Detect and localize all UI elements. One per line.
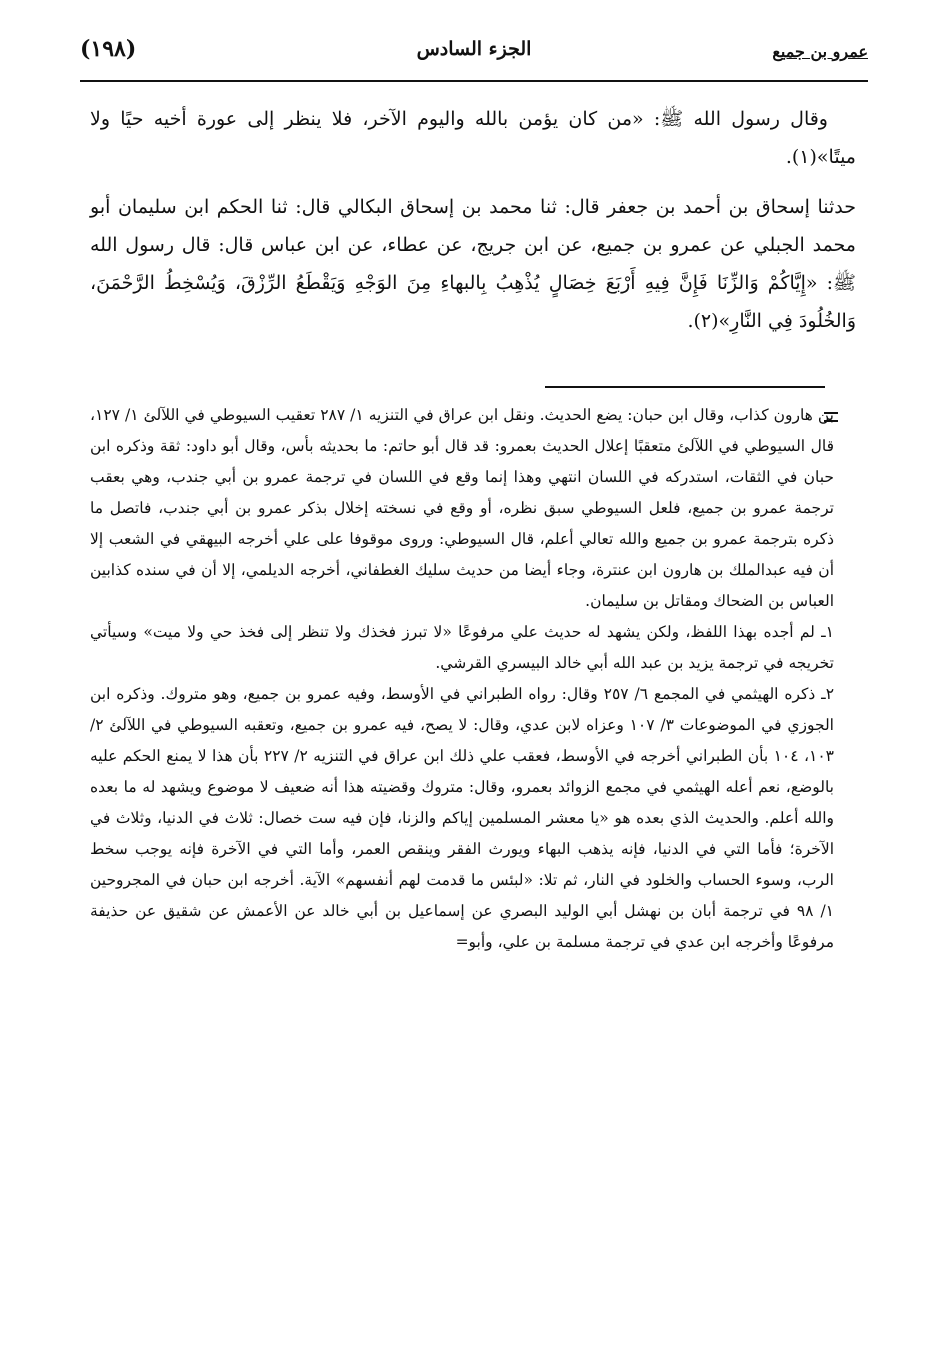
page-number: (١٩٨) (80, 36, 137, 62)
footnote-1: ١ـ لم أجده بهذا اللفظ، ولكن يشهد له حديث علي مرفوعًا «لا تبرز فخذك ولا تنظر إلى فخذ حي ولا ميت» وسيأتي تخريجه في ترجمة يزيد بن عبد الله أبي خالد البيسري القرشي. (90, 623, 834, 672)
paragraph-1: وقال رسول الله ﷺ: «من كان يؤمن بالله واليوم الآخر، فلا ينظر إلى عورة أخيه حيًا ولا ميتًا»(١). (90, 108, 856, 168)
part-title: الجزء السادس (416, 38, 532, 60)
main-text (90, 100, 856, 352)
footnote-2: ٢ـ ذكره الهيثمي في المجمع ٦/ ٢٥٧ وقال: رواه الطبراني في الأوسط، وفيه عمرو بن جميع، وهو متروك. وذكره ابن الجوزي في الموضوعات ٣/ ١٠٧ وعزاه لابن عدي، وقال: لا يصح، فيه عمرو بن جميع، وتعقبه السيوطي في اللآلئ ٢/ ١٠٣، ١٠٤ بأن الطبراني أخرجه في الأوسط، فعقب علي ذلك ابن عراق في التنزيه ٢/ ٢٢٧ بأن هذا لا يمنع الحكم عليه بالوضع، نعم أعله الهيثمي في مجمع الزوائد بعمرو، وقال: متروك وقضيته هذا أنه ضعيف لا موضوع ويشهد له ما بعده والله أعلم. والحديث الذي بعده هو «يا معشر المسلمين إياكم والزنا، فإن فيه ست خصال: ثلاث في الدنيا، وثلاث في الآخرة؛ فأما التي في الدنيا، فإنه يذهب البهاء ويورث الفقر وينقص العمر، وأما التي في الآخرة فإنه يوجب سخط الرب، وسوء الحساب والخلود في النار، ثم تلا: «لبئس ما قدمت لهم أنفسهم» الآية. أخرجه ابن حبان في المجروحين ١/ ٩٨ في ترجمة أبان بن نهشل أبي الوليد البصري عن إسماعيل بن أبي خالد عن الأعمش عن شقيق عن حذيفة مرفوعًا وأخرجه ابن عدي في ترجمة مسلمة بن علي، وأبو= (90, 685, 835, 951)
page-header (80, 30, 868, 82)
paragraph-2: حدثنا إسحاق بن أحمد بن جعفر قال: ثنا محمد بن إسحاق البكالي قال: ثنا الحكم ابن سليمان أبو محمد الجبلي عن عمرو بن جميع، عن ابن جريج، عن عطاء، عن ابن عباس قال: قال رسول الله ﷺ: «إِيَّاكُمْ وَالزِّنَا فَإِنَّ فِيهِ أَرْبَعَ خِصَالٍ يُذْهِبُ بِالبهاءِ مِنَ الوَجْهِ وَيَقْطَعُ الرِّزْقَ، وَيُسْخِطُ الرَّحْمَنَ، وَالخُلُودَ فِي النَّارِ»(٢). (90, 196, 856, 332)
footnote-continued: بن هارون كذاب، وقال ابن حبان: يضع الحديث. ونقل ابن عراق في التنزيه ١/ ٢٨٧ تعقيب السيوطي في اللآلئ ١/ ١٢٧، قال السيوطي في اللآلئ متعقبًا إعلال الحديث بعمرو: قد قال أبو حاتم: ما بحديثه بأس، وقال أبو داود: ثقة وذكره ابن حبان في الثقات، استدركه في اللسان انتهي وهذا إنما وقع في اللسان في ترجمة عمرو بن أبي جندب، وهي بعقب ترجمة عمرو بن جميع، فلعل السيوطي سبق نظره، أو وقع في نسخته إخلال بذكر عمرو بن أبي جندب، فاتصل ما ذكره بترجمة عمرو بن جميع والله تعالي أعلم، قال السيوطي: وروى موقوفا على علي أخرجه البيهقي في الشعب إلا أن فيه عبدالملك بن هارون ابن عنترة، وجاء أيضا من حديث سليك الغطفاني، أخرجه الديلمي، إلا أن في سنده كذابين العباس بن الضحاك ومقاتل بن سليمان. (90, 406, 834, 610)
footnote-separator (545, 386, 825, 388)
footnotes (90, 400, 834, 958)
section-title: عمرو بن جميع (772, 42, 868, 61)
